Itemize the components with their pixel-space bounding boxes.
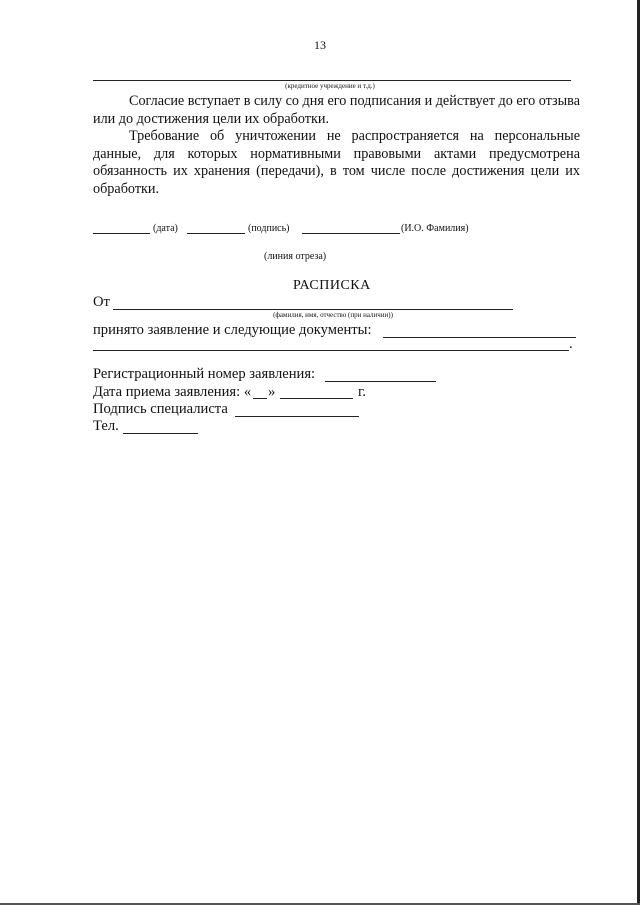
reg-number-label: Регистрационный номер заявления: (93, 366, 316, 382)
institution-line (93, 80, 571, 81)
documents-line-end: . (569, 336, 573, 352)
documents-blank-1 (383, 337, 576, 338)
month-blank (280, 398, 353, 399)
phone-blank (123, 433, 198, 434)
paragraph-consent-validity-text: Согласие вступает в силу со дня его подписания и действует до его отзыва или до достижения цели их обработки. (93, 93, 580, 127)
sign-blank (187, 233, 245, 234)
date-blank (93, 233, 150, 234)
from-caption: (фамилия, имя, отчество (при наличии)) (273, 311, 393, 319)
paragraph-destruction-text: Требование об уничтожении не распространяется на персональные данные, для которых нормативными правовыми актами предусмотрена обязанность их хранения (передачи), в том числе после достижения цели их обработки. (93, 128, 580, 197)
from-label: От (93, 294, 110, 310)
paragraph-destruction (93, 128, 580, 198)
documents-blank-2 (93, 350, 569, 351)
paragraph-consent-validity (93, 93, 580, 128)
institution-caption: (кредитное учреждение и т.д.) (285, 82, 375, 90)
name-label: (И.О. Фамилия) (401, 223, 469, 234)
name-blank (302, 233, 400, 234)
phone-label: Тел. (93, 418, 119, 434)
sign-label: (подпись) (248, 223, 290, 234)
cut-line-label: (линия отреза) (264, 251, 327, 262)
reg-number-blank (325, 381, 436, 382)
date-label: (дата) (153, 223, 178, 234)
date-received-label: Дата приема заявления: « (93, 384, 252, 400)
specialist-sign-label: Подпись специалиста (93, 401, 228, 417)
day-blank (253, 398, 267, 399)
from-blank (113, 309, 513, 310)
page-number: 13 (314, 38, 326, 52)
specialist-sign-blank (235, 416, 359, 417)
receipt-title: РАСПИСКА (293, 278, 371, 293)
year-suffix: г. (358, 384, 366, 400)
date-quote-close: » (268, 384, 276, 400)
accepted-text: принято заявление и следующие документы: (93, 322, 372, 338)
